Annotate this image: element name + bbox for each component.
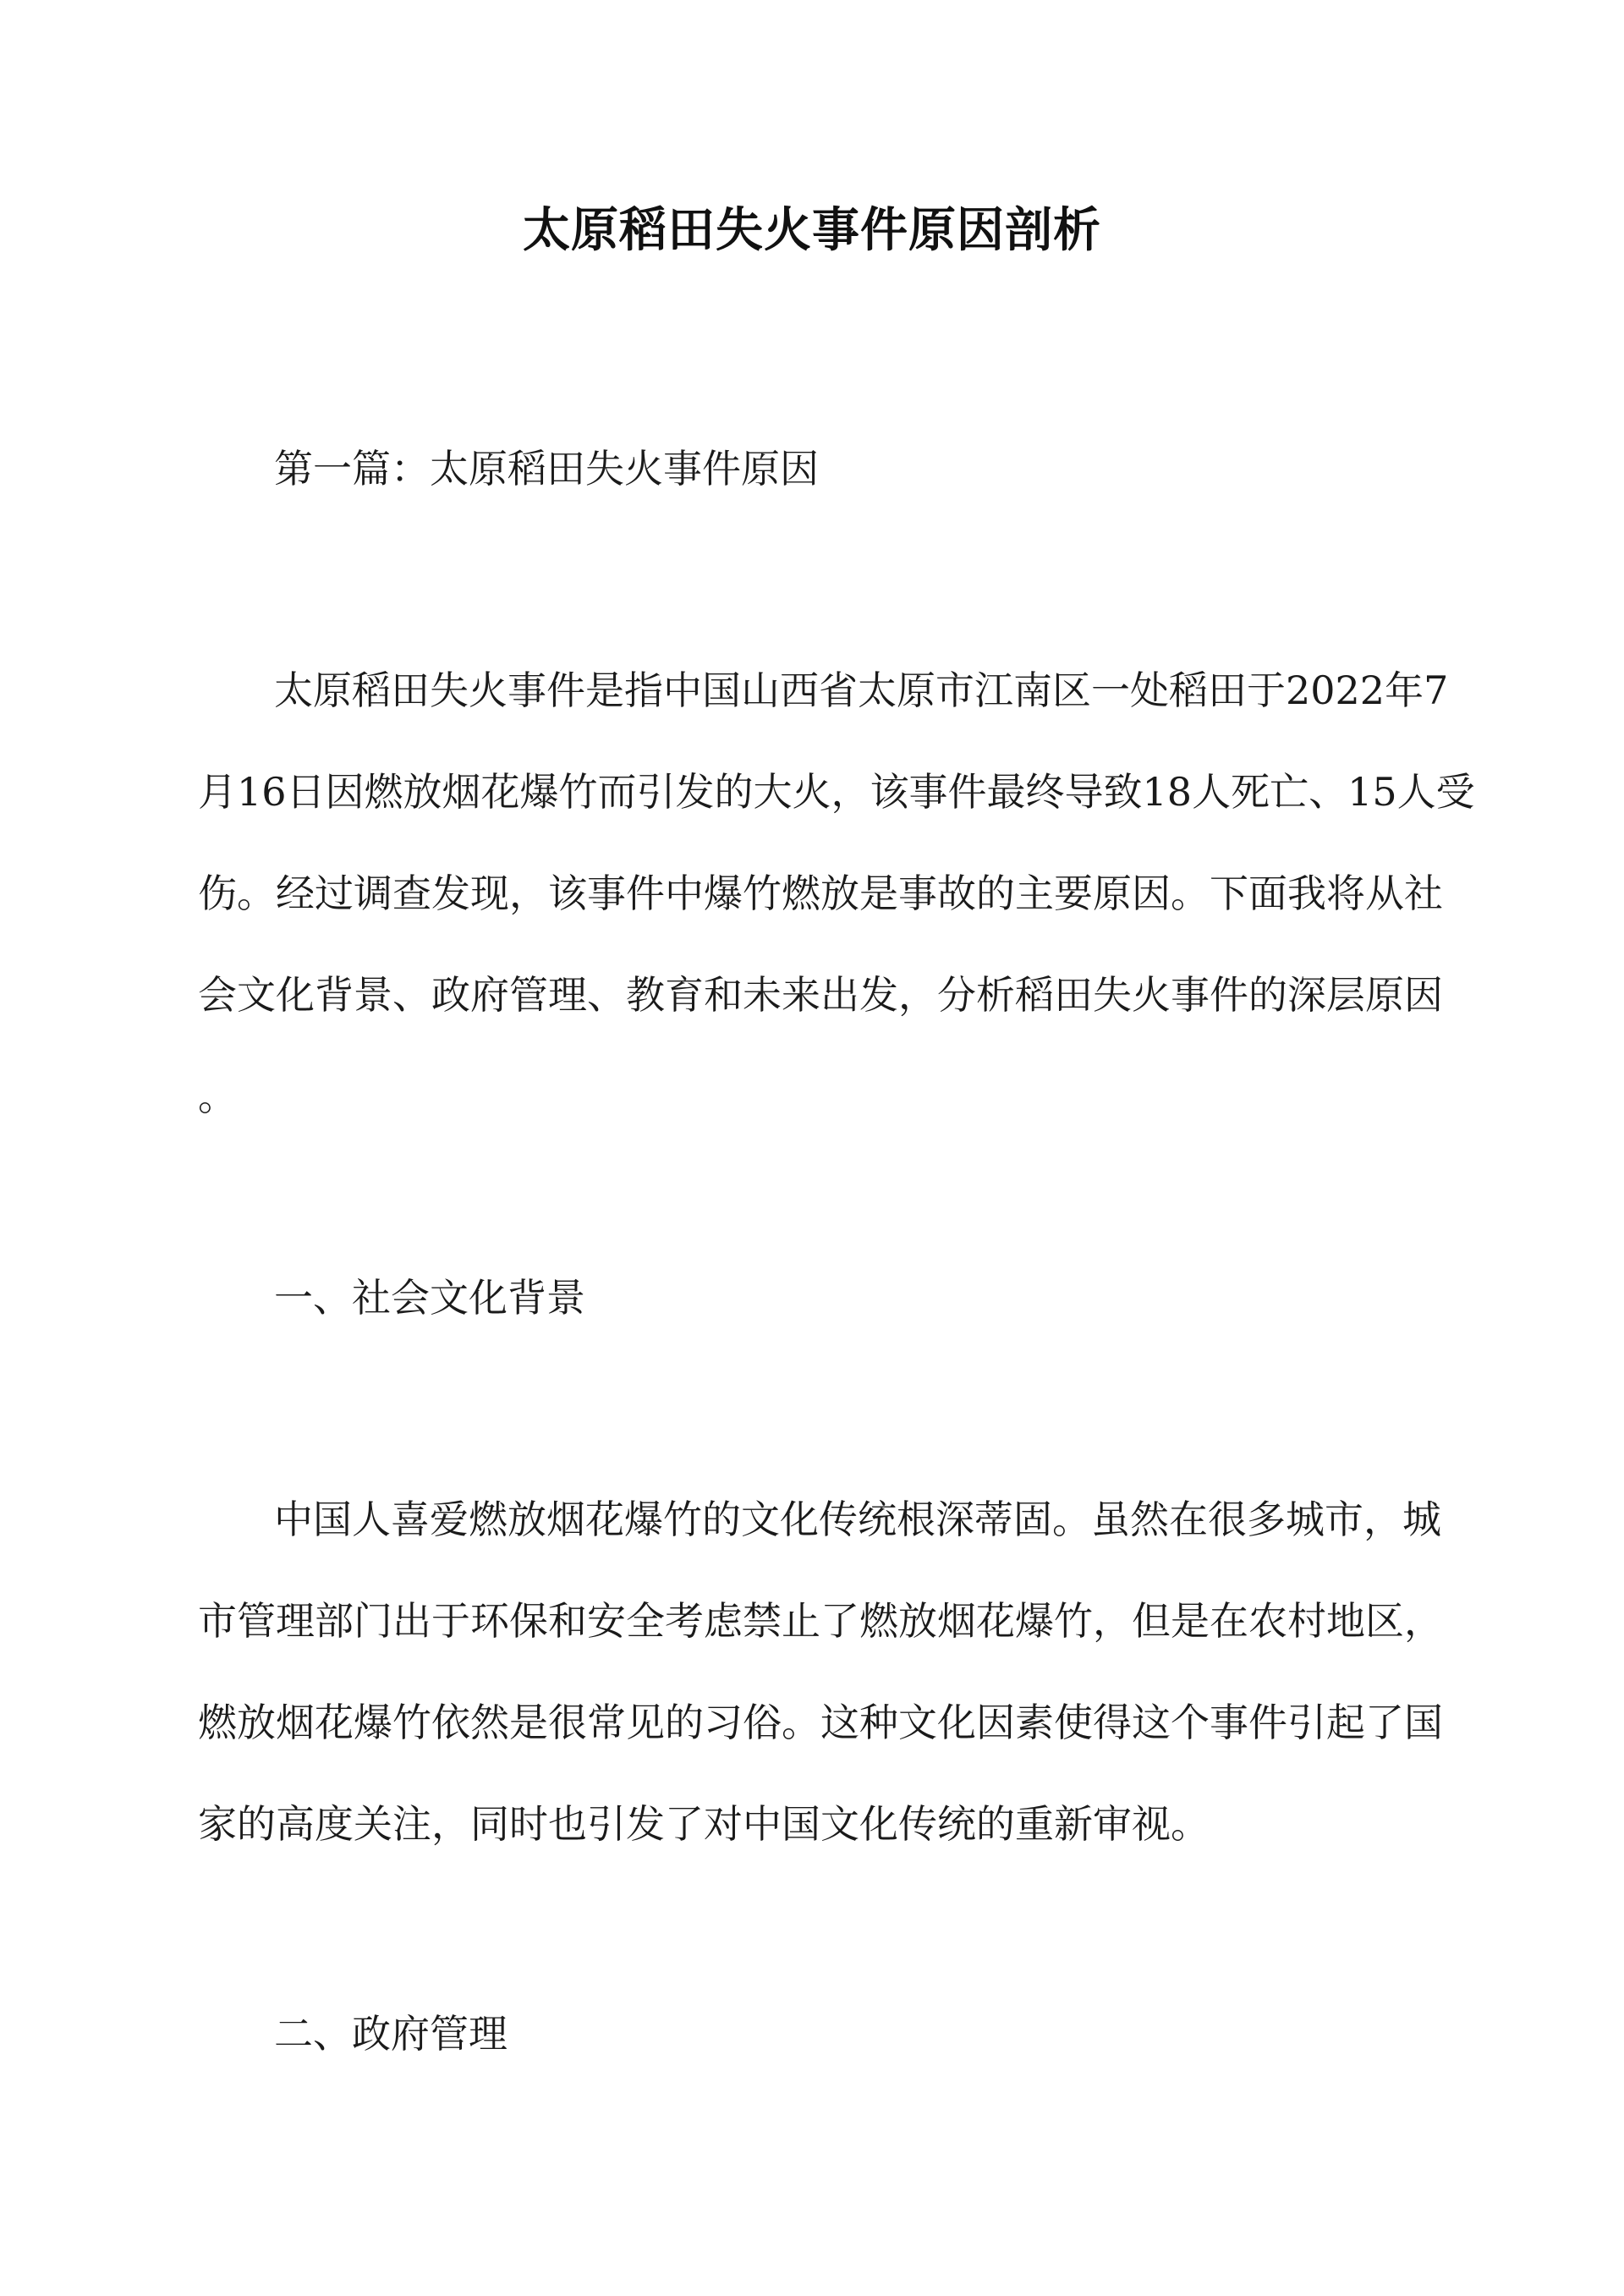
paragraph-line: 家的高度关注，同时也引发了对中国文化传统的重新审视。	[198, 1801, 1210, 1847]
paragraph-line: 中国人喜爱燃放烟花爆竹的文化传统根深蒂固。虽然在很多城市，城	[274, 1497, 1441, 1542]
paragraph-line: 。	[198, 1074, 237, 1119]
section-heading-government: 二、政府管理	[274, 2011, 508, 2057]
part-heading: 第一篇：太原稻田失火事件原因	[274, 446, 819, 492]
paragraph-intro	[198, 640, 1475, 1147]
section-heading-social-culture: 一、社会文化背景	[274, 1275, 585, 1321]
paragraph-line: 燃放烟花爆竹依然是很常见的习俗。这种文化因素使得这个事件引起了国	[198, 1700, 1443, 1745]
paragraph-line: 太原稻田失火事件是指中国山西省太原市江南区一处稻田于2022年7	[274, 667, 1449, 713]
paragraph-line: 市管理部门出于环保和安全考虑禁止了燃放烟花爆竹，但是在农村地区，	[198, 1598, 1443, 1644]
document-title: 太原稻田失火事件原因剖析	[523, 202, 1101, 258]
paragraph-line: 伤。经过调查发现，该事件中爆竹燃放是事故的主要原因。下面我将从社	[198, 871, 1443, 916]
paragraph-line: 月16日因燃放烟花爆竹而引发的大火，该事件最终导致18人死亡、15人受	[198, 769, 1475, 815]
paragraph-line: 会文化背景、政府管理、教育和未来出发，分析稻田失火事件的深层原因	[198, 972, 1443, 1018]
paragraph-social-culture	[198, 1469, 1443, 1875]
